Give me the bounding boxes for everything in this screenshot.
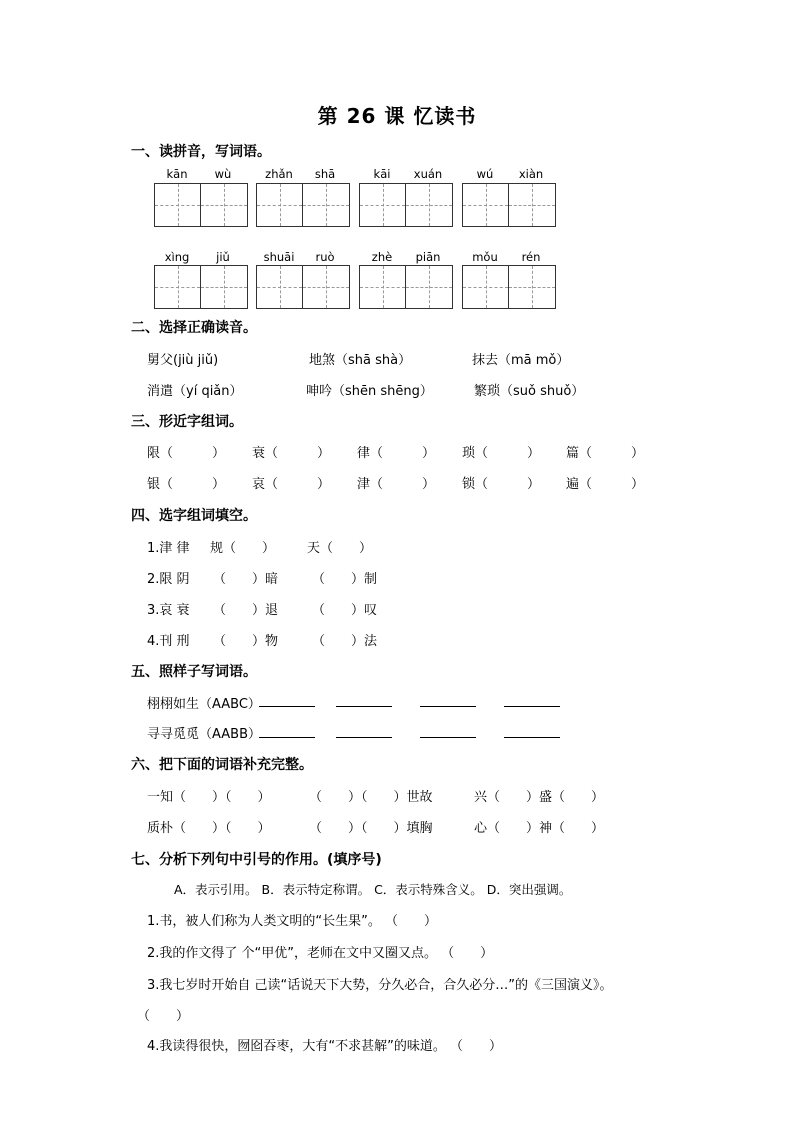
pinyin-label: xìng [164, 250, 190, 264]
similar-char-item: 锁（ ） [462, 477, 541, 492]
pinyin-labels-row-1 [154, 167, 554, 181]
pinyin-label: shā [314, 167, 336, 181]
fill-choice-chars: 4.刊 刑 [147, 634, 190, 649]
section-4-heading: 四、选字组词填空。 [131, 508, 257, 524]
pinyin-label: kān [166, 167, 188, 181]
fill-choice-blank: （ ）法 [312, 634, 378, 649]
char-box-pair[interactable] [154, 265, 248, 309]
fill-choice-blank: （ ）制 [312, 572, 378, 587]
pinyin-label: shuāi [263, 250, 295, 264]
section-2-heading: 二、选择正确读音。 [131, 320, 257, 336]
pinyin-labels-row-2 [154, 250, 554, 264]
similar-char-item: 篇（ ） [566, 446, 645, 461]
pattern-example [147, 693, 261, 712]
question-item: 1.书，被人们称为人类文明的“长生果”。 （ ） [147, 914, 438, 929]
section-5-heading: 五、照样子写词语。 [131, 664, 257, 680]
answer-line[interactable] [336, 706, 392, 707]
answer-options: A．表示引用。 B．表示特定称谓。 C．表示特殊含义。 D．突出强调。 [174, 882, 572, 897]
answer-line[interactable] [420, 737, 476, 738]
fill-choice-blank: （ ）暗 [213, 572, 279, 587]
idiom-item: 质朴（ ）（ ） [147, 821, 271, 836]
similar-char-item: 津（ ） [357, 477, 436, 492]
fill-choice-blank: （ ）物 [213, 634, 279, 649]
char-box-pair[interactable] [154, 183, 248, 227]
reading-item: 抹去（mā mǒ） [472, 353, 570, 368]
similar-char-item: 律（ ） [357, 446, 436, 461]
pinyin-label: ruò [315, 250, 335, 264]
question-item: 4.我读得很快，囫囵吞枣，大有“不求甚解”的味道。 （ ） [147, 1039, 503, 1054]
fill-choice-blank: （ ）退 [213, 603, 279, 618]
fill-choice-blank: 规（ ） [210, 541, 276, 556]
similar-char-item: 衰（ ） [252, 446, 331, 461]
pinyin-label: wù [214, 167, 232, 181]
page-title: 第 26 课 忆读书 [317, 104, 477, 128]
fill-choice-blank: 天（ ） [307, 541, 373, 556]
similar-char-item: 限（ ） [147, 446, 226, 461]
char-box-pair[interactable] [256, 265, 350, 309]
idiom-item: 心（ ）神（ ） [474, 821, 605, 836]
section-1-heading: 一、读拼音，写词语。 [131, 144, 271, 160]
char-box-pair[interactable] [359, 265, 453, 309]
idiom-item: （ ）（ ）世故 [309, 790, 433, 805]
pinyin-label: zhǎn [265, 167, 293, 181]
pinyin-label: xuán [413, 167, 443, 181]
reading-item: 繁琐（suǒ shuǒ） [474, 384, 585, 399]
question-answer-blank: （ ） [137, 1009, 190, 1024]
answer-line[interactable] [504, 737, 560, 738]
char-box-pair[interactable] [462, 183, 556, 227]
section-3-heading: 三、形近字组词。 [131, 414, 243, 430]
answer-line[interactable] [504, 706, 560, 707]
idiom-item: 兴（ ）盛（ ） [474, 790, 605, 805]
section-6-heading: 六、把下面的词语补充完整。 [131, 757, 313, 773]
answer-line[interactable] [420, 706, 476, 707]
pinyin-label: piān [415, 250, 441, 264]
fill-choice-chars: 3.哀 衰 [147, 603, 190, 618]
fill-choice-chars: 2.限 阴 [147, 572, 190, 587]
char-box-pair[interactable] [256, 183, 350, 227]
reading-item: 地煞（shā shà） [309, 353, 412, 368]
pinyin-label: jiǔ [216, 250, 230, 264]
pinyin-label: rén [521, 250, 541, 264]
answer-line[interactable] [259, 706, 315, 707]
pinyin-label: mǒu [472, 250, 498, 264]
fill-choice-chars: 1.津 律 [147, 541, 190, 556]
fill-choice-blank: （ ）叹 [312, 603, 378, 618]
similar-char-item: 银（ ） [147, 477, 226, 492]
idiom-item: （ ）（ ）填胸 [309, 821, 433, 836]
pattern-label: 栩栩如生（AABC） [147, 697, 261, 712]
similar-char-item: 哀（ ） [252, 477, 331, 492]
reading-item: 消遣（yí qiǎn） [147, 384, 243, 399]
char-box-pair[interactable] [462, 265, 556, 309]
char-box-pair[interactable] [359, 183, 453, 227]
pinyin-label: wú [476, 167, 494, 181]
pattern-example [147, 723, 261, 742]
pattern-label: 寻寻觅觅（AABB） [147, 727, 261, 742]
similar-char-item: 遍（ ） [566, 477, 645, 492]
section-7-heading: 七、分析下列句中引号的作用。(填序号) [131, 852, 382, 868]
reading-item: 呻吟（shēn shēng） [306, 384, 433, 399]
pinyin-label: kāi [373, 167, 391, 181]
answer-line[interactable] [259, 737, 315, 738]
question-item: 2.我的作文得了 个“甲优”，老师在文中又圈又点。 （ ） [147, 946, 494, 961]
similar-char-item: 琐（ ） [462, 446, 541, 461]
reading-item: 舅父(jiù jiǔ) [147, 353, 219, 368]
question-item: 3.我七岁时开始自 己读“话说天下大势，分久必合，合久必分…”的《三国演义》。 [147, 978, 613, 993]
pinyin-label: xiàn [518, 167, 544, 181]
idiom-item: 一知（ ）（ ） [147, 790, 271, 805]
pinyin-label: zhè [371, 250, 393, 264]
answer-line[interactable] [336, 737, 392, 738]
